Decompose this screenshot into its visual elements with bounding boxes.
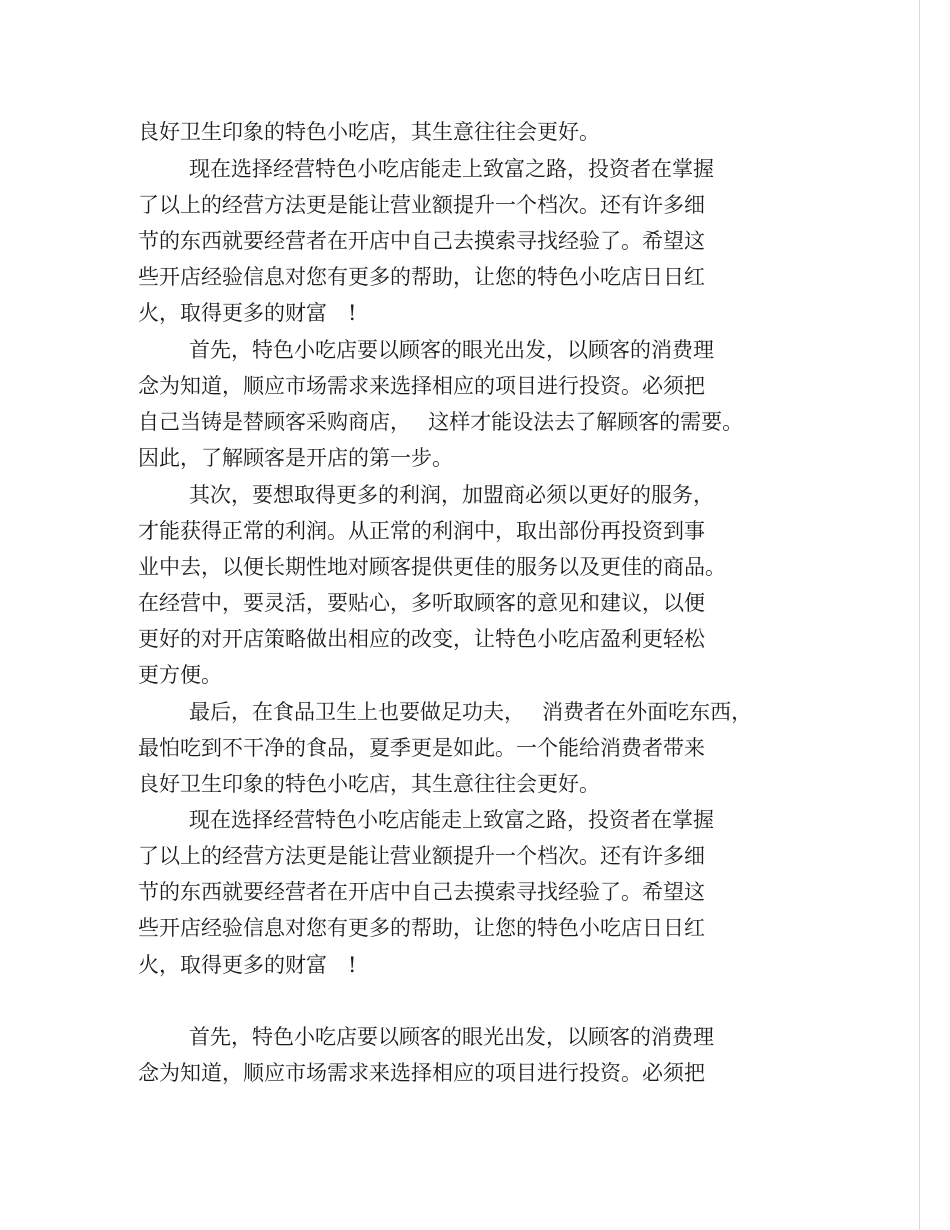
text-line: 了以上的经营方法更是能让营业额提升一个档次。还有许多细 (138, 193, 705, 217)
text-line: 因此，了解顾客是开店的第一步。 (138, 446, 453, 470)
paragraph-first-line: 现在选择经营特色小吃店能走上致富之路，投资者在掌握 (189, 157, 714, 181)
text-line: 更好的对开店策略做出相应的改变，让特色小吃店盈利更轻松 (138, 627, 705, 651)
paragraph-first-line: 最后，在食品卫生上也要做足功夫， 消费者在外面吃东西， (189, 700, 753, 724)
text-line: 节的东西就要经营者在开店中自己去摸索寻找经验了。希望这 (138, 880, 705, 904)
text-line: 念为知道，顺应市场需求来选择相应的项目进行投资。必须把 (138, 374, 705, 398)
text-line: 火，取得更多的财富 ! (138, 301, 357, 325)
paragraph-first-line: 首先，特色小吃店要以顾客的眼光出发，以顾客的消费理 (189, 1025, 714, 1049)
text-line: 了以上的经营方法更是能让营业额提升一个档次。还有许多细 (138, 844, 705, 868)
paragraph-first-line: 首先，特色小吃店要以顾客的眼光出发，以顾客的消费理 (189, 338, 714, 362)
text-line: 些开店经验信息对您有更多的帮助，让您的特色小吃店日日红 (138, 916, 705, 940)
text-line: 些开店经验信息对您有更多的帮助，让您的特色小吃店日日红 (138, 265, 705, 289)
text-line: 更方便。 (138, 663, 222, 687)
text-line: 最怕吃到不干净的食品，夏季更是如此。一个能给消费者带来 (138, 736, 705, 760)
text-line: 火，取得更多的财富 ! (138, 953, 357, 977)
paragraph-first-line: 其次，要想取得更多的利润，加盟商必须以更好的服务， (189, 483, 714, 507)
text-line: 才能获得正常的利润。从正常的利润中，取出部份再投资到事 (138, 519, 705, 543)
text-line: 良好卫生印象的特色小吃店，其生意往往会更好。 (138, 772, 600, 796)
paragraph-first-line: 现在选择经营特色小吃店能走上致富之路，投资者在掌握 (189, 808, 714, 832)
text-line: 业中去，以便长期性地对顾客提供更佳的服务以及更佳的商品。 (138, 555, 726, 579)
text-line: 念为知道，顺应市场需求来选择相应的项目进行投资。必须把 (138, 1061, 705, 1085)
text-line: 良好卫生印象的特色小吃店，其生意往往会更好。 (138, 120, 600, 144)
text-line: 自己当铸是替顾客采购商店， 这样才能设法去了解顾客的需要。 (138, 410, 744, 434)
text-line: 在经营中，要灵活，要贴心，多听取顾客的意见和建议，以便 (138, 591, 705, 615)
page-edge-divider (919, 0, 920, 1230)
text-line: 节的东西就要经营者在开店中自己去摸索寻找经验了。希望这 (138, 229, 705, 253)
